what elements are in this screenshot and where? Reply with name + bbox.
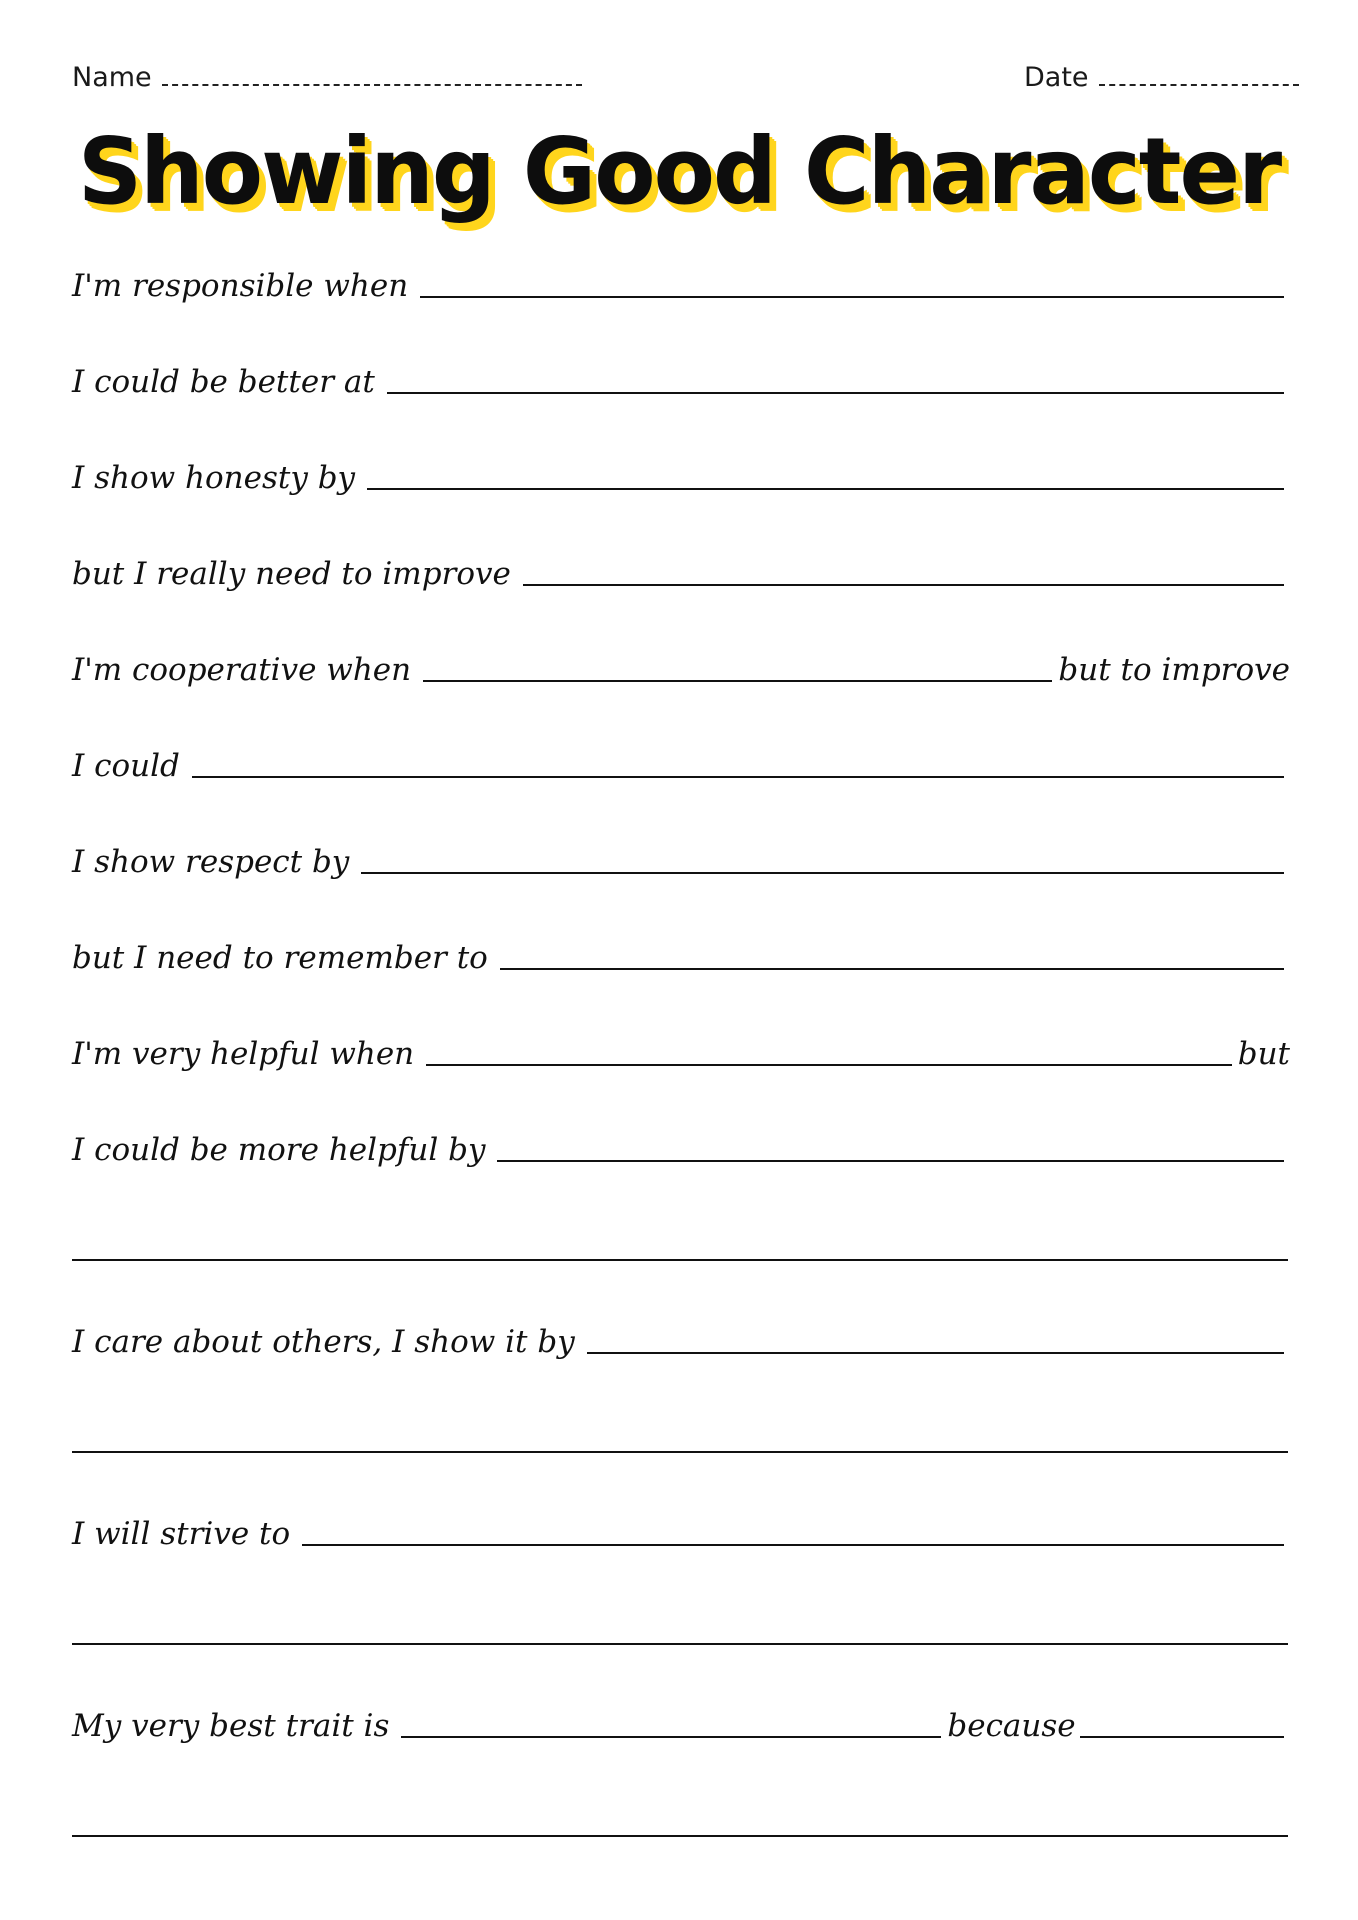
answer-line[interactable] bbox=[1080, 1735, 1284, 1738]
prompt-continuation: but to improve bbox=[1058, 652, 1290, 688]
prompt-row-remember[interactable] bbox=[72, 940, 1290, 976]
blank-answer-line[interactable] bbox=[72, 1834, 1288, 1837]
prompt-label: My very best trait is bbox=[72, 1708, 390, 1744]
date-label: Date bbox=[1024, 62, 1089, 93]
answer-line[interactable] bbox=[523, 583, 1284, 586]
page-title: Showing Good Character bbox=[77, 118, 1281, 225]
prompt-label: I could bbox=[72, 748, 180, 784]
date-field[interactable] bbox=[1024, 62, 1299, 93]
prompt-label: I show respect by bbox=[72, 844, 350, 880]
prompt-label: I'm very helpful when bbox=[72, 1036, 415, 1072]
prompt-row-cooperative[interactable] bbox=[72, 652, 1290, 688]
name-label: Name bbox=[72, 62, 152, 93]
answer-line[interactable] bbox=[361, 871, 1284, 874]
prompt-row-better-at[interactable] bbox=[72, 364, 1290, 400]
prompt-label: but I need to remember to bbox=[72, 940, 488, 976]
prompt-row-care[interactable] bbox=[72, 1324, 1290, 1360]
prompt-continuation: because bbox=[947, 1708, 1076, 1744]
prompt-continuation: but bbox=[1237, 1036, 1290, 1072]
prompt-row-more-helpful[interactable] bbox=[72, 1132, 1290, 1168]
answer-line[interactable] bbox=[387, 391, 1284, 394]
answer-line[interactable] bbox=[500, 967, 1284, 970]
blank-answer-line[interactable] bbox=[72, 1258, 1288, 1261]
name-input-line[interactable] bbox=[162, 83, 582, 86]
prompt-row-could[interactable] bbox=[72, 748, 1290, 784]
blank-answer-line[interactable] bbox=[72, 1642, 1288, 1645]
answer-line[interactable] bbox=[420, 295, 1284, 298]
prompt-row-helpful[interactable] bbox=[72, 1036, 1290, 1072]
blank-answer-line[interactable] bbox=[72, 1450, 1288, 1453]
prompt-row-honesty[interactable] bbox=[72, 460, 1290, 496]
prompt-label: I'm cooperative when bbox=[72, 652, 412, 688]
answer-line[interactable] bbox=[401, 1735, 941, 1738]
answer-line[interactable] bbox=[587, 1351, 1284, 1354]
prompt-label: I'm responsible when bbox=[72, 268, 409, 304]
answer-line[interactable] bbox=[423, 679, 1052, 682]
prompt-label: I could be better at bbox=[72, 364, 375, 400]
prompt-row-responsible[interactable] bbox=[72, 268, 1290, 304]
answer-line[interactable] bbox=[192, 775, 1284, 778]
name-field[interactable] bbox=[72, 62, 582, 93]
answer-line[interactable] bbox=[426, 1063, 1232, 1066]
answer-line[interactable] bbox=[497, 1159, 1284, 1162]
prompt-label: but I really need to improve bbox=[72, 556, 511, 592]
answer-line[interactable] bbox=[302, 1543, 1284, 1546]
prompt-row-best-trait[interactable] bbox=[72, 1708, 1290, 1744]
prompt-label: I could be more helpful by bbox=[72, 1132, 486, 1168]
prompt-row-respect[interactable] bbox=[72, 844, 1290, 880]
prompt-label: I show honesty by bbox=[72, 460, 356, 496]
prompt-row-strive[interactable] bbox=[72, 1516, 1290, 1552]
answer-line[interactable] bbox=[367, 487, 1284, 490]
prompt-label: I will strive to bbox=[72, 1516, 291, 1552]
prompt-label: I care about others, I show it by bbox=[72, 1324, 575, 1360]
prompt-row-improve[interactable] bbox=[72, 556, 1290, 592]
date-input-line[interactable] bbox=[1099, 83, 1299, 86]
